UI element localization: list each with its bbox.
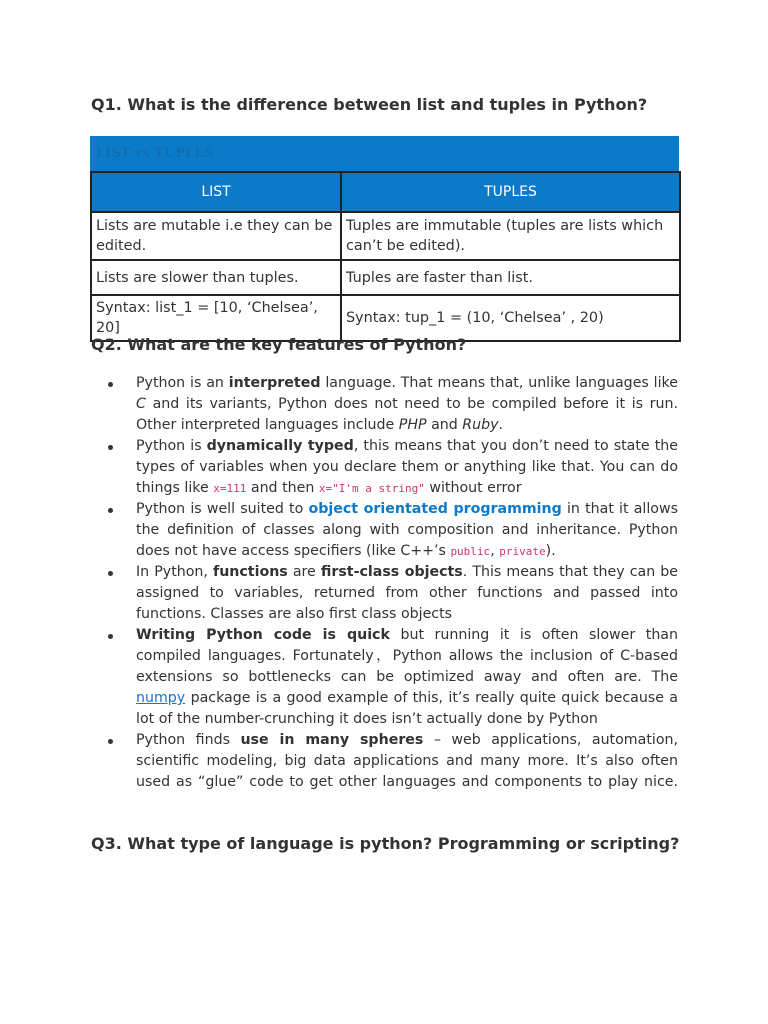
table-cell: Lists are mutable i.e they can be edited. — [91, 212, 341, 260]
oop-link[interactable]: object orientated programming — [308, 501, 562, 517]
italic-term: Ruby — [462, 417, 499, 433]
text-run: Python is — [136, 438, 207, 454]
italic-term: C — [136, 396, 146, 412]
text-run: , — [490, 543, 500, 559]
list-item — [108, 373, 678, 436]
question-3-heading: Q3. What type of language is python? Programming or scripting? — [91, 834, 680, 853]
inline-code: x="I'm a string" — [318, 482, 425, 495]
text-run: . — [498, 417, 504, 433]
comparison-table — [90, 171, 681, 342]
bullet-icon — [108, 634, 113, 639]
list-item — [108, 562, 678, 625]
text-run: but running it is often slower than compiled languages. Fortunately，Python allows the inclusion of C-based extensions so bottlenecks can be optimized away and often are. The — [136, 627, 678, 685]
text-run: and — [426, 417, 463, 433]
text-run: ). — [545, 543, 556, 559]
table-caption: LIST vs TUPLES — [90, 136, 679, 171]
inline-code: private — [499, 545, 546, 558]
bold-term: interpreted — [228, 375, 321, 391]
list-vs-tuples-table — [90, 136, 679, 342]
table-row — [91, 212, 680, 260]
italic-term: PHP — [398, 417, 427, 433]
list-item — [108, 436, 678, 499]
text-run: Python is an — [136, 375, 229, 391]
bullet-icon — [108, 508, 113, 513]
bullet-icon — [108, 571, 113, 576]
list-item — [108, 730, 678, 793]
bold-term: first-class objects — [320, 564, 463, 580]
text-run: – web applications, automation, scientific modeling, big data applications and many more. It’s also often used as “glue” code to get other languages and components to play nice. — [136, 732, 678, 790]
question-2-heading: Q2. What are the key features of Python? — [91, 335, 467, 354]
numpy-link[interactable]: numpy — [136, 690, 186, 706]
bullet-icon — [108, 382, 113, 387]
bold-term: dynamically typed — [206, 438, 354, 454]
text-run: in that it allows the definition of classes along with composition and inheritance. Python does not have access specifiers (like C++’s — [136, 501, 678, 559]
text-run: and then — [246, 480, 319, 496]
bold-term: use in many spheres — [240, 732, 424, 748]
table-cell: Syntax: tup_1 = (10, ‘Chelsea’ , 20) — [341, 295, 680, 341]
inline-code: public — [450, 545, 491, 558]
text-run: . This means that they can be assigned to variables, returned from other functions and passed into functions. Classes are also first class objects — [136, 564, 678, 622]
table-header-row — [91, 172, 680, 212]
column-header-tuples: TUPLES — [341, 172, 680, 212]
text-run: language. That means that, unlike languages like — [320, 375, 678, 391]
text-run: , this means that you don’t need to state the types of variables when you declare them or anything like that. You can do things like — [136, 438, 679, 496]
text-run: Python is well suited to — [136, 501, 309, 517]
text-run: without error — [424, 480, 522, 496]
table-cell: Syntax: list_1 = [10, ‘Chelsea’, 20] — [91, 295, 341, 341]
list-item — [108, 625, 678, 730]
table-cell: Tuples are immutable (tuples are lists which can’t be edited). — [341, 212, 680, 260]
bold-term: functions — [213, 564, 288, 580]
text-run: are — [287, 564, 321, 580]
bold-term: Writing Python code is quick — [136, 627, 390, 643]
list-item — [108, 499, 678, 562]
table-cell: Tuples are faster than list. — [341, 260, 680, 295]
inline-code: x=111 — [213, 482, 247, 495]
text-run: package is a good example of this, it’s really quite quick because a lot of the number-crunching it does isn’t actually done by Python — [136, 690, 678, 727]
question-1-heading: Q1. What is the difference between list and tuples in Python? — [91, 95, 648, 114]
text-run: In Python, — [136, 564, 214, 580]
bullet-icon — [108, 739, 113, 744]
table-row — [91, 260, 680, 295]
column-header-list: LIST — [91, 172, 341, 212]
text-run: and its variants, Python does not need to be compiled before it is run. Other interpreted languages include — [136, 396, 678, 433]
text-run: Python finds — [136, 732, 241, 748]
bullet-icon — [108, 445, 113, 450]
table-cell: Lists are slower than tuples. — [91, 260, 341, 295]
feature-list — [108, 373, 678, 793]
